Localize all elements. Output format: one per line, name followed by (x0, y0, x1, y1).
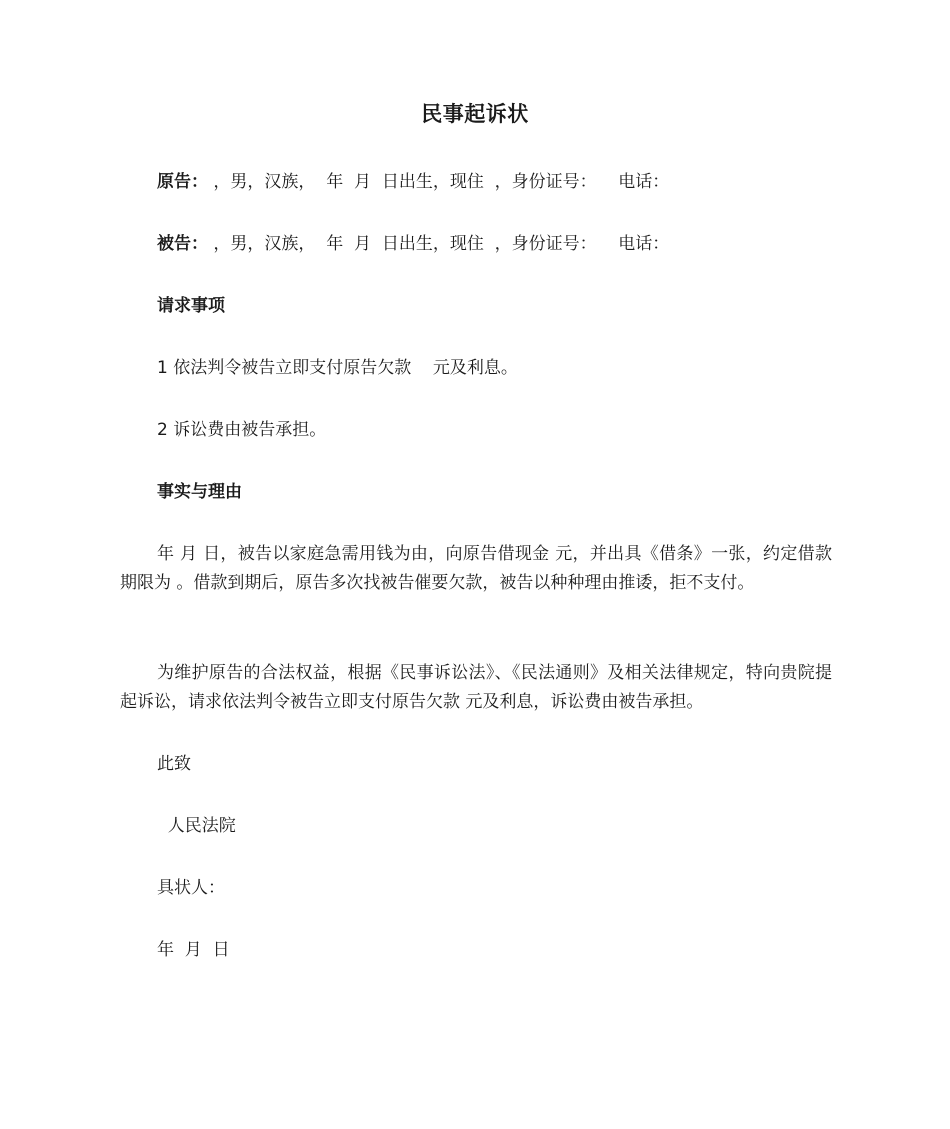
facts-heading: 事实与理由 (157, 482, 242, 502)
signer-label: 具状人： (157, 878, 225, 898)
document-title: 民事起诉状 (421, 102, 529, 126)
defendant-line (157, 230, 669, 258)
document-date: 年 月 日 (157, 940, 230, 960)
court-name: 人民法院 (157, 816, 236, 836)
claim-item-1: 1 依法判令被告立即支付原告欠款 元及利息。 (157, 358, 518, 378)
claims-heading: 请求事项 (157, 296, 225, 316)
defendant-details: ，男，汉族， 年 月 日出生，现住 ，身份证号： 电话： (208, 234, 670, 254)
defendant-label: 被告： (157, 234, 208, 254)
plaintiff-line (157, 168, 669, 196)
facts-paragraph-1: 年 月 日，被告以家庭急需用钱为由，向原告借现金 元，并出具《借条》一张，约定借款期限为 。借款到期后，原告多次找被告催要欠款，被告以种种理由推诿，拒不支付。 (120, 544, 832, 593)
plaintiff-label: 原告： (157, 172, 208, 192)
plaintiff-details: ，男，汉族， 年 月 日出生，现住 ，身份证号： 电话： (208, 172, 670, 192)
claim-item-2: 2 诉讼费由被告承担。 (157, 420, 327, 440)
facts-paragraph-2: 为维护原告的合法权益，根据《民事诉讼法》、《民法通则》及相关法律规定，特向贵院提起诉讼，请求依法判令被告立即支付原告欠款 元及利息，诉讼费由被告承担。 (120, 663, 832, 712)
salutation: 此致 (157, 754, 191, 774)
